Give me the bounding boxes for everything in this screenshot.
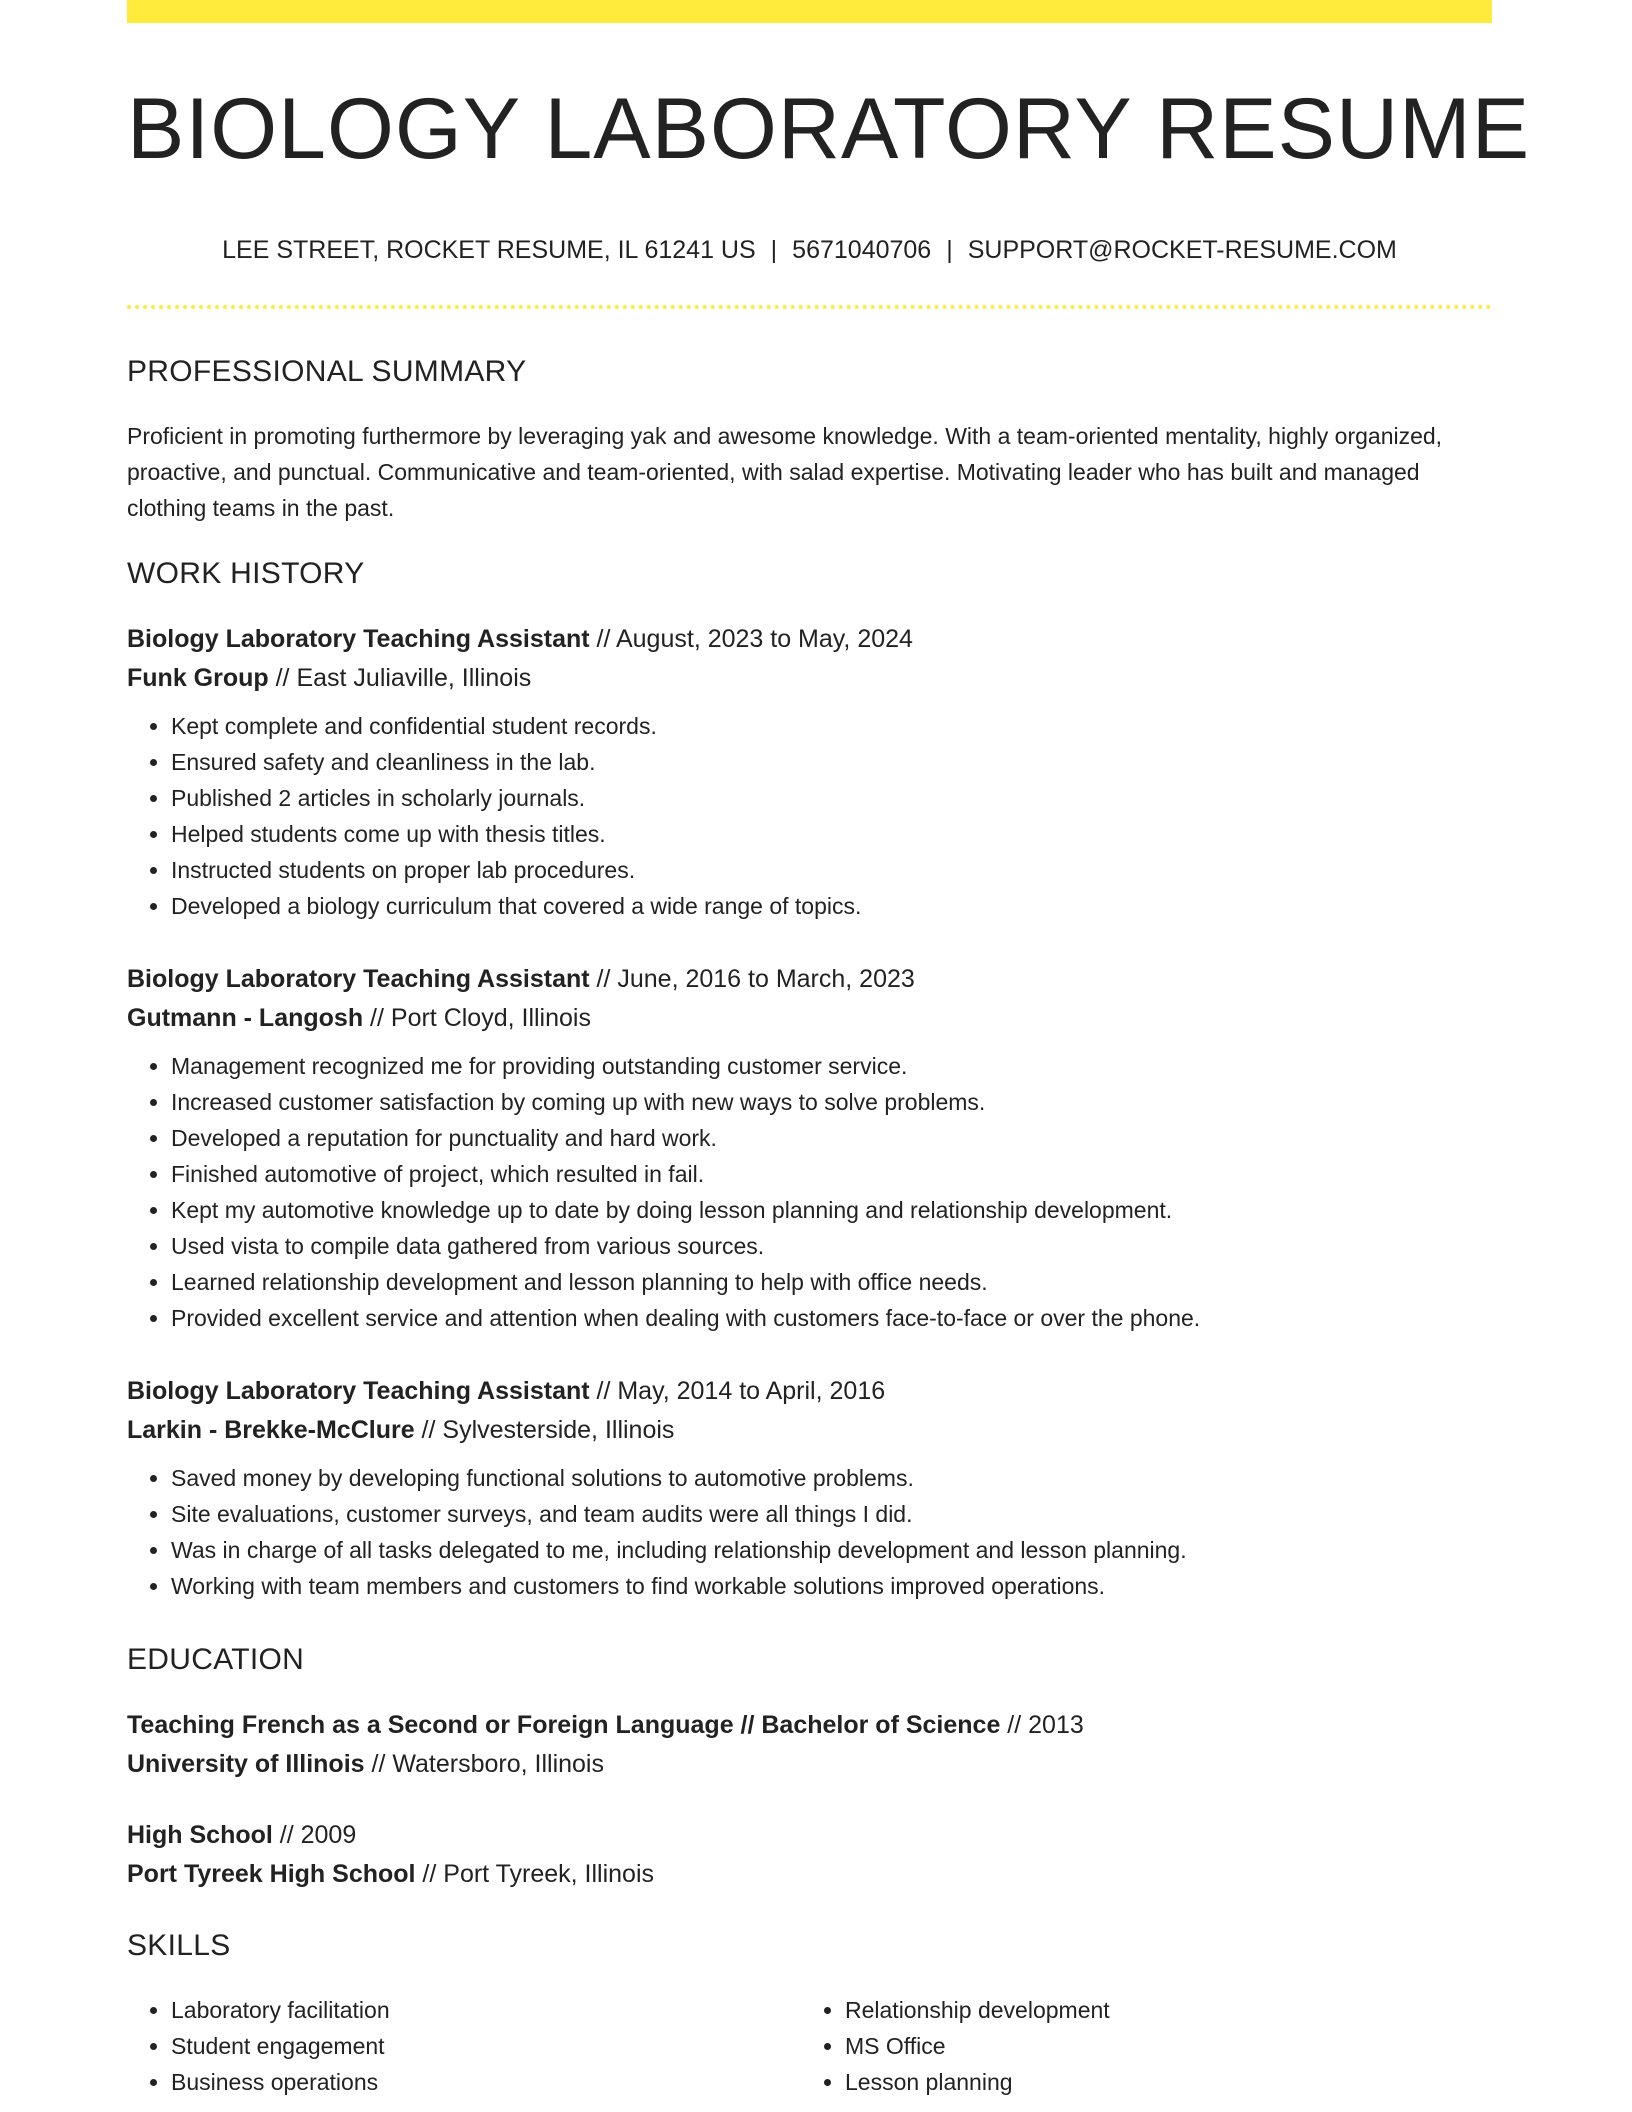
education-degree: Teaching French as a Second or Foreign Language // Bachelor of Science: [127, 1711, 1001, 1739]
job-bullet: • Working with team members and customers to find workable solutions improved operations.: [171, 1568, 1492, 1604]
skill-item: • MS Office: [845, 2028, 1475, 2064]
job-bullets: [127, 1048, 1492, 1336]
skill-item: • Laboratory facilitation: [171, 1992, 801, 2028]
job-bullet: • Management recognized me for providing outstanding customer service.: [171, 1048, 1492, 1084]
contact-address: LEE STREET, ROCKET RESUME, IL 61241 US: [222, 236, 756, 264]
skill-item: • Lesson planning: [845, 2064, 1475, 2100]
resume-content: [127, 352, 1492, 2100]
job-bullet: • Published 2 articles in scholarly journals.: [171, 780, 1492, 816]
job-bullet: • Instructed students on proper lab procedures.: [171, 852, 1492, 888]
education-entry: [127, 1706, 1492, 1784]
education-year: // 2013: [1000, 1711, 1084, 1739]
job-bullet: • Ensured safety and cleanliness in the lab.: [171, 744, 1492, 780]
education-entry: [127, 1816, 1492, 1894]
dotted-divider: [127, 305, 1492, 309]
job-bullet: • Saved money by developing functional solutions to automotive problems.: [171, 1460, 1492, 1496]
skills-heading: SKILLS: [127, 1929, 231, 1962]
job-dates: // August, 2023 to May, 2024: [589, 625, 913, 653]
job-location: // Port Cloyd, Illinois: [363, 1004, 591, 1032]
job-bullet: • Kept complete and confidential student records.: [171, 708, 1492, 744]
job-bullets: [127, 708, 1492, 924]
job-location: // East Juliaville, Illinois: [268, 664, 532, 692]
contact-separator: |: [946, 236, 953, 264]
job-bullet: • Site evaluations, customer surveys, and team audits were all things I did.: [171, 1496, 1492, 1532]
job-company: Funk Group: [127, 664, 269, 692]
job-location: // Sylvesterside, Illinois: [414, 1416, 675, 1444]
contact-line: [127, 236, 1492, 265]
summary-heading: PROFESSIONAL SUMMARY: [127, 355, 527, 388]
skills-column-right: [801, 1992, 1475, 2100]
job-bullets: [127, 1460, 1492, 1604]
job-bullet: • Was in charge of all tasks delegated to me, including relationship development and lesson planning.: [171, 1532, 1492, 1568]
job-bullet: • Finished automotive of project, which resulted in fail.: [171, 1156, 1492, 1192]
job-title: Biology Laboratory Teaching Assistant: [127, 625, 590, 653]
accent-bar: [127, 0, 1492, 23]
job-title: Biology Laboratory Teaching Assistant: [127, 965, 590, 993]
job-company: Larkin - Brekke-McClure: [127, 1416, 415, 1444]
education-degree: High School: [127, 1821, 273, 1849]
contact-separator: |: [770, 236, 778, 264]
job-dates: // June, 2016 to March, 2023: [589, 965, 915, 993]
job-bullet: • Provided excellent service and attention when dealing with customers face-to-face or over the phone.: [171, 1300, 1492, 1336]
education-location: // Port Tyreek, Illinois: [415, 1860, 654, 1888]
job-bullet: • Helped students come up with thesis titles.: [171, 816, 1492, 852]
skill-item: • Relationship development: [845, 1992, 1475, 2028]
contact-email: SUPPORT@ROCKET-RESUME.COM: [967, 236, 1397, 264]
skills-column-left: [127, 1992, 801, 2100]
education-year: // 2009: [272, 1821, 357, 1849]
work-history-heading: WORK HISTORY: [127, 557, 365, 590]
education-location: // Watersboro, Illinois: [364, 1750, 604, 1778]
education-heading: EDUCATION: [127, 1643, 305, 1676]
contact-phone: 5671040706: [792, 236, 932, 264]
job-title: Biology Laboratory Teaching Assistant: [127, 1377, 590, 1405]
job-entry: [127, 1372, 1492, 1604]
job-bullet: • Used vista to compile data gathered from various sources.: [171, 1228, 1492, 1264]
job-bullet: • Increased customer satisfaction by coming up with new ways to solve problems.: [171, 1084, 1492, 1120]
summary-text: Proficient in promoting furthermore by leveraging yak and awesome knowledge. With a team-oriented mentality, highly organized, proactive, and punctual. Communicative and team-oriented, with salad expertise. Motivating leader who has built and managed clothing teams in the past.: [127, 423, 1443, 521]
job-bullet: • Developed a biology curriculum that covered a wide range of topics.: [171, 888, 1492, 924]
education-school: University of Illinois: [127, 1750, 365, 1778]
skill-item: • Business operations: [171, 2064, 801, 2100]
job-bullet: • Developed a reputation for punctuality and hard work.: [171, 1120, 1492, 1156]
resume-title: BIOLOGY LABORATORY RESUME: [127, 81, 1531, 177]
skill-item: • Student engagement: [171, 2028, 801, 2064]
job-entry: [127, 960, 1492, 1336]
job-bullet: • Kept my automotive knowledge up to date by doing lesson planning and relationship development.: [171, 1192, 1492, 1228]
education-school: Port Tyreek High School: [127, 1860, 416, 1888]
job-dates: // May, 2014 to April, 2016: [589, 1377, 886, 1405]
job-company: Gutmann - Langosh: [127, 1004, 364, 1032]
skills-list: [127, 1992, 1492, 2100]
job-entry: [127, 620, 1492, 924]
job-bullet: • Learned relationship development and lesson planning to help with office needs.: [171, 1264, 1492, 1300]
